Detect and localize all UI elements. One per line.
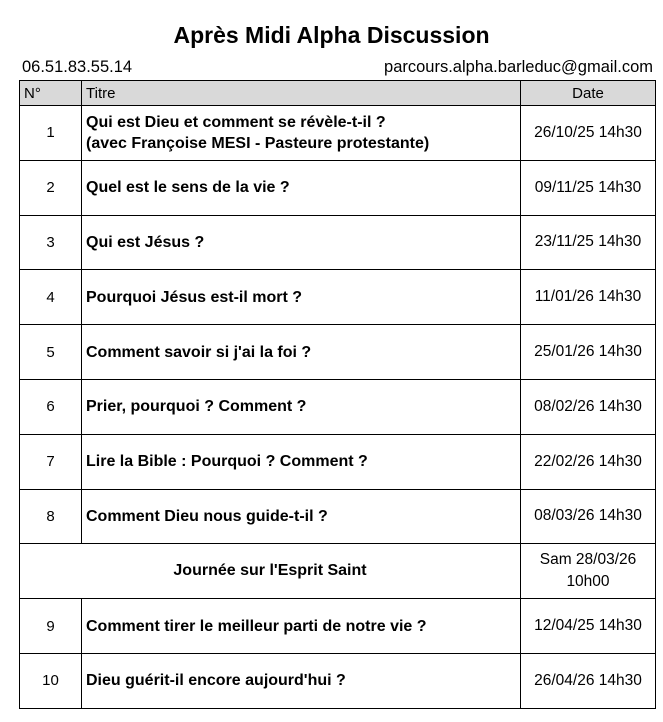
session-title: Pourquoi Jésus est-il mort ? — [82, 270, 521, 325]
session-title: Dieu guérit-il encore aujourd'hui ? — [82, 653, 521, 708]
session-title: Quel est le sens de la vie ? — [82, 160, 521, 215]
session-title: Comment Dieu nous guide-t-il ? — [82, 489, 521, 544]
session-number: 9 — [20, 599, 82, 654]
table-row — [20, 325, 656, 380]
session-date: 08/03/26 14h30 — [521, 489, 656, 544]
table-row — [20, 434, 656, 489]
session-title-line: (avec Françoise MESI - Pasteure protestante) — [86, 134, 430, 152]
session-number: 8 — [20, 489, 82, 544]
session-number: 7 — [20, 434, 82, 489]
session-date: 08/02/26 14h30 — [521, 379, 656, 434]
schedule-table — [19, 80, 656, 709]
session-title — [82, 106, 521, 161]
table-row-special-event — [20, 544, 656, 599]
session-date: 26/10/25 14h30 — [521, 106, 656, 161]
special-event-title: Journée sur l'Esprit Saint — [20, 544, 521, 599]
session-date: 09/11/25 14h30 — [521, 160, 656, 215]
session-number: 3 — [20, 215, 82, 270]
session-title: Comment savoir si j'ai la foi ? — [82, 325, 521, 380]
session-number: 1 — [20, 106, 82, 161]
table-row — [20, 653, 656, 708]
session-date: 11/01/26 14h30 — [521, 270, 656, 325]
session-date — [521, 544, 656, 599]
session-date-line: 10h00 — [566, 573, 610, 591]
session-date: 22/02/26 14h30 — [521, 434, 656, 489]
session-title: Lire la Bible : Pourquoi ? Comment ? — [82, 434, 521, 489]
session-title: Prier, pourquoi ? Comment ? — [82, 379, 521, 434]
email-address: parcours.alpha.barleduc@gmail.com — [384, 58, 653, 76]
table-row — [20, 270, 656, 325]
table-header-row — [20, 81, 656, 106]
column-header-date: Date — [521, 81, 656, 106]
session-date: 12/04/25 14h30 — [521, 599, 656, 654]
session-number: 5 — [20, 325, 82, 380]
session-number: 2 — [20, 160, 82, 215]
column-header-num: N° — [20, 81, 82, 106]
session-date: 26/04/26 14h30 — [521, 653, 656, 708]
session-title-line: Qui est Dieu et comment se révèle-t-il ? — [86, 113, 386, 131]
session-title: Qui est Jésus ? — [82, 215, 521, 270]
page-title: Après Midi Alpha Discussion — [173, 22, 490, 48]
session-date: 23/11/25 14h30 — [521, 215, 656, 270]
table-row — [20, 489, 656, 544]
table-row — [20, 379, 656, 434]
session-number: 4 — [20, 270, 82, 325]
table-row — [20, 599, 656, 654]
column-header-title: Titre — [82, 81, 521, 106]
session-title: Comment tirer le meilleur parti de notre vie ? — [82, 599, 521, 654]
table-row — [20, 215, 656, 270]
session-date-line: Sam 28/03/26 — [539, 551, 637, 569]
phone-number: 06.51.83.55.14 — [22, 58, 133, 76]
table-row — [20, 106, 656, 161]
table-row — [20, 160, 656, 215]
session-number: 6 — [20, 379, 82, 434]
session-date: 25/01/26 14h30 — [521, 325, 656, 380]
session-number: 10 — [20, 653, 82, 708]
